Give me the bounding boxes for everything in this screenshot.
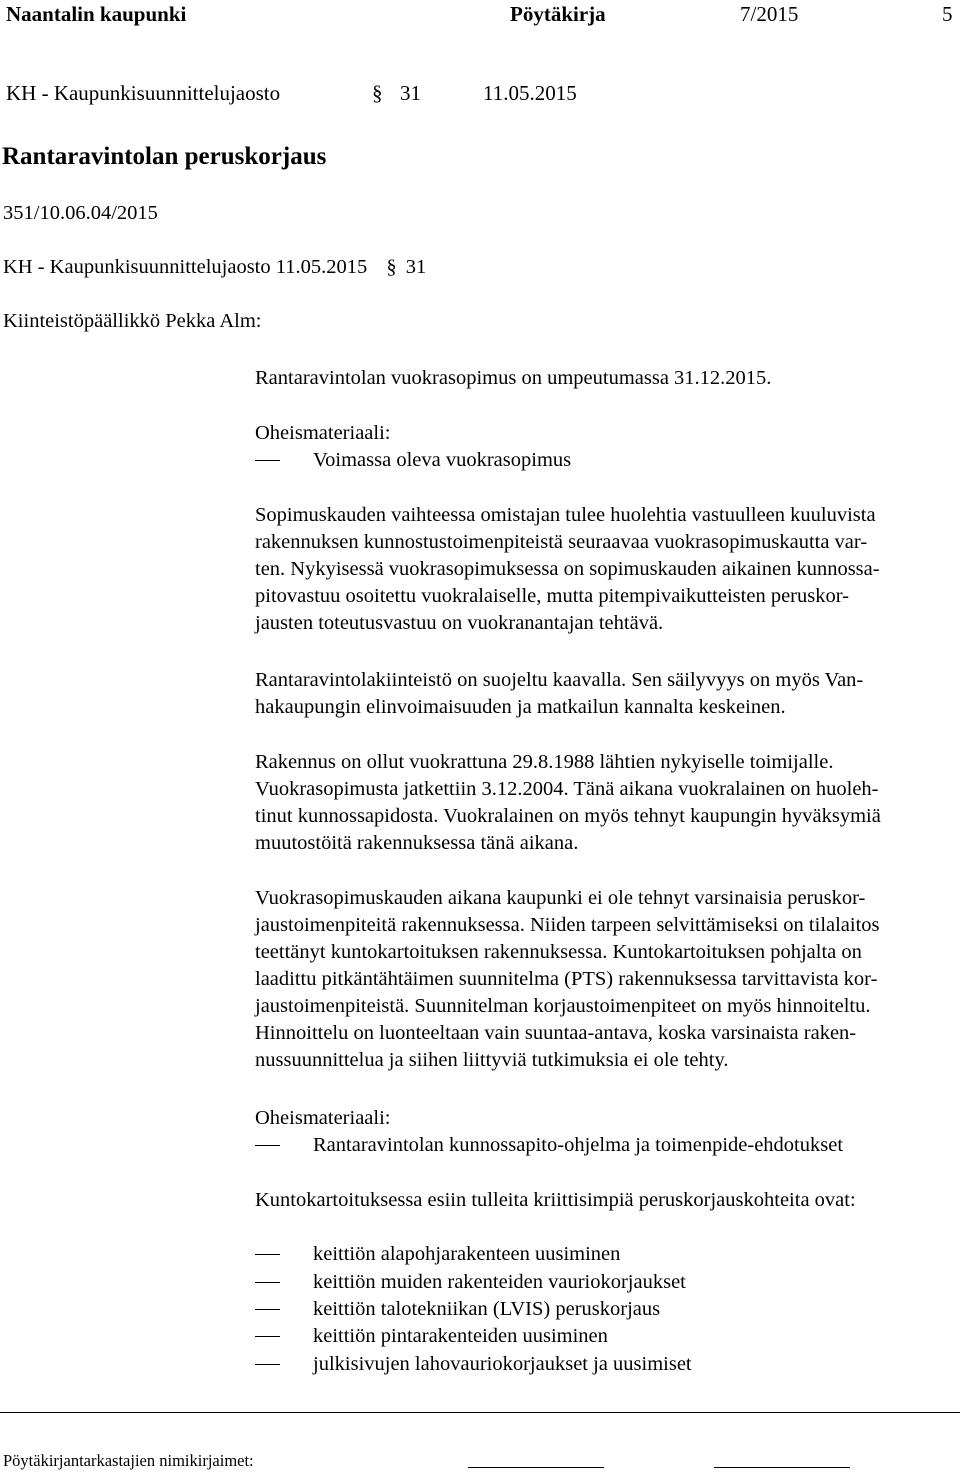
paragraph-line: Sopimuskauden vaihteessa omistajan tulee huolehtia vastuulleen kuuluvista [255,504,876,526]
signature-label: Pöytäkirjantarkastajien nimikirjaimet: [3,1451,254,1470]
record-number: 351/10.06.04/2015 [3,202,158,224]
list-item-text: keittiön pintarakenteiden uusiminen [313,1325,608,1347]
list-item [255,1323,608,1350]
dash-icon [255,1145,280,1146]
paragraph-1 [255,502,955,637]
paragraph-line: rakennuksen kunnostustoimenpiteistä seuraavaa vuokrasopimuskautta var- [255,531,868,553]
attachment-item-2 [255,1132,843,1159]
meta-body-text: KH - Kaupunkisuunnittelujaosto 11.05.2015 [3,256,368,278]
issue-number: 7/2015 [740,2,799,26]
list-item [255,1269,686,1296]
dash-icon [255,1254,280,1255]
section-mark: § [372,81,383,105]
signature-line-1 [468,1467,604,1468]
list-item [255,1351,692,1378]
list-item [255,1241,620,1268]
paragraph-line: tinut kunnossapidosta. Vuokralainen on myös tehnyt kaupungin hyväksymiä [255,805,881,827]
paragraph-3 [255,749,955,857]
intro-text: Rantaravintolan vuokrasopimus on umpeutumassa 31.12.2015. [255,367,772,389]
meta-body-line [3,254,426,281]
list-item-text: julkisivujen lahovauriokorjaukset ja uusimiset [313,1353,692,1375]
meta-section-mark: § [386,256,397,278]
meta-section-number: 31 [405,256,427,278]
paragraph-line: muutostöitä rakennuksessa tänä aikana. [255,832,579,854]
paragraph-line: teettänyt kuntokartoituksen rakennuksessa. Kuntokartoituksen pohjalta on [255,941,862,963]
paragraph-line: Vuokrasopimuskauden aikana kaupunki ei ole tehnyt varsinaisia peruskor- [255,887,866,909]
paragraph-4 [255,885,955,1074]
list-item-text: keittiön alapohjarakenteen uusiminen [313,1243,621,1265]
dash-icon [255,1336,280,1337]
subject-title: Rantaravintolan peruskorjaus [2,143,327,170]
dash-icon [255,1364,280,1365]
paragraph-line: nussuunnittelua ja siihen liittyviä tutkimuksia ei ole tehty. [255,1049,729,1071]
attachments-label-2: Oheismateriaali: [255,1107,391,1129]
attachment-text-2: Rantaravintolan kunnossapito-ohjelma ja toimenpide-ehdotukset [313,1134,844,1156]
list-item-text: keittiön talotekniikan (LVIS) peruskorjaus [313,1298,661,1320]
paragraph-2 [255,667,955,721]
dash-icon [255,1309,280,1310]
list-item-text: keittiön muiden rakenteiden vauriokorjaukset [313,1271,686,1293]
paragraph-line: laadittu pitkäntähtäimen suunnitelma (PTS) rakennuksessa tarvittavista kor- [255,968,878,990]
paragraph-line: hakaupungin elinvoimaisuuden ja matkailun kannalta keskeinen. [255,696,786,718]
presenter: Kiinteistöpäällikkö Pekka Alm: [3,310,262,332]
attachment-item-1 [255,447,571,474]
section-number: 31 [400,81,421,105]
paragraph-line: jausten toteutusvastuu on vuokranantajan tehtävä. [255,612,664,634]
body-name: KH - Kaupunkisuunnittelujaosto [6,81,281,105]
paragraph-line: Hinnoittelu on luonteeltaan vain suuntaa-antava, koska varsinaista raken- [255,1022,857,1044]
dash-icon [255,1282,280,1283]
paragraph-line: Rantaravintolakiinteistö on suojeltu kaavalla. Sen säilyvyys on myös Van- [255,669,864,691]
meeting-date: 11.05.2015 [483,81,577,105]
footer-divider [0,1412,960,1413]
dash-icon [255,460,280,461]
signature-line-2 [714,1467,850,1468]
page-number: 5 [942,2,953,26]
paragraph-line: jaustoimenpiteitä rakennuksessa. Niiden tarpeen selvittämiseksi on tilalaitos [255,914,880,936]
attachment-text-1: Voimassa oleva vuokrasopimus [313,449,572,471]
paragraph-line: ten. Nykyisessä vuokrasopimuksessa on sopimuskauden aikainen kunnossa- [255,558,880,580]
document-type: Pöytäkirja [510,2,606,26]
list-item [255,1296,660,1323]
municipality-name: Naantalin kaupunki [6,2,187,26]
paragraph-line: pitovastuu osoitettu vuokralaiselle, mutta pitempivaikutteisten peruskor- [255,585,849,607]
critical-intro: Kuntokartoituksessa esiin tulleita kriittisimpiä peruskorjauskohteita ovat: [255,1189,856,1211]
paragraph-line: Rakennus on ollut vuokrattuna 29.8.1988 lähtien nykyiselle toimijalle. [255,751,834,773]
paragraph-line: Vuokrasopimusta jatkettiin 3.12.2004. Tänä aikana vuokralainen on huoleh- [255,778,879,800]
attachments-label-1: Oheismateriaali: [255,422,391,444]
paragraph-line: jaustoimenpiteistä. Suunnitelman korjaustoimenpiteet on myös hinnoiteltu. [255,995,871,1017]
